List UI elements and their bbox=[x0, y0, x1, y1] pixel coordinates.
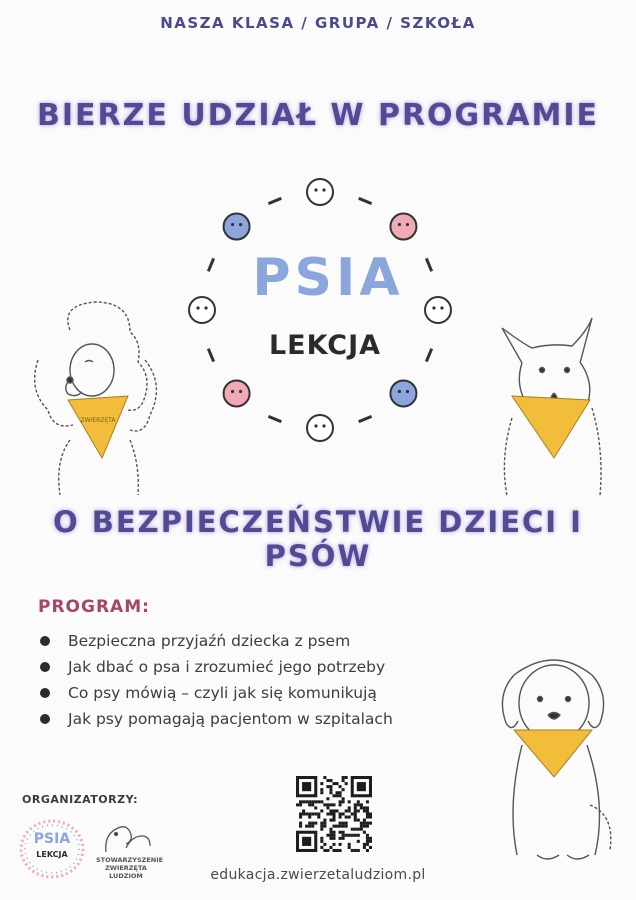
bone-icon bbox=[208, 349, 213, 362]
animal-head-icon bbox=[189, 297, 215, 323]
bone-icon bbox=[268, 198, 281, 203]
small-logo-psia-text: PSIA bbox=[33, 831, 71, 847]
organizers-title: ORGANIZATORZY: bbox=[22, 793, 139, 806]
website-url[interactable]: edukacja.zwierzetaludziom.pl bbox=[210, 867, 426, 883]
animal-head-icon bbox=[390, 214, 416, 240]
psia-lekcja-badge bbox=[175, 165, 465, 455]
bone-icon bbox=[426, 258, 431, 271]
bullet-icon bbox=[40, 688, 50, 698]
bone-icon bbox=[359, 198, 372, 203]
zwierzeta-ludziom-logo bbox=[100, 818, 152, 856]
qr-code[interactable] bbox=[296, 776, 372, 852]
poodle-illustration bbox=[30, 300, 170, 495]
class-group-school-line: NASZA KLASA / GRUPA / SZKOŁA bbox=[160, 14, 476, 32]
animal-head-icon bbox=[390, 380, 416, 406]
bullet-icon bbox=[40, 662, 50, 672]
animal-head-icon bbox=[307, 179, 333, 205]
headline-dog-child-safety: O BEZPIECZEŃSTWIE DZIECI I PSÓW bbox=[53, 505, 583, 573]
list-item: Jak psy pomagają pacjentom w szpitalach bbox=[38, 706, 393, 732]
zwierzeta-ludziom-text: STOWARZYSZENIE ZWIERZĘTA LUDZIOM bbox=[96, 856, 164, 880]
sitting-dog-illustration bbox=[492, 655, 620, 870]
bone-icon bbox=[359, 416, 372, 421]
bullet-icon bbox=[40, 714, 50, 724]
bone-icon bbox=[268, 416, 281, 421]
list-item: Co psy mówią – czyli jak się komunikują bbox=[38, 680, 393, 706]
list-item: Bezpieczna przyjaźń dziecka z psem bbox=[38, 628, 393, 654]
bone-icon bbox=[426, 349, 431, 362]
small-logo-lekcja-text: LEKCJA bbox=[36, 850, 68, 859]
logo-psia-text: PSIA bbox=[252, 248, 404, 308]
animal-head-icon bbox=[425, 297, 451, 323]
logo-lekcja-text: LEKCJA bbox=[268, 330, 382, 361]
program-list bbox=[38, 628, 393, 732]
list-item: Jak dbać o psa i zrozumieć jego potrzeby bbox=[38, 654, 393, 680]
animal-head-icon bbox=[307, 415, 333, 441]
husky-illustration bbox=[482, 308, 610, 498]
svg-text:ZWIERZĘTA: ZWIERZĘTA bbox=[80, 417, 116, 424]
animal-head-icon bbox=[224, 380, 250, 406]
headline-participates: BIERZE UDZIAŁ W PROGRAMIE bbox=[37, 98, 599, 133]
bullet-icon bbox=[40, 636, 50, 646]
animal-head-icon bbox=[224, 214, 250, 240]
bone-icon bbox=[208, 258, 213, 271]
program-title: PROGRAM: bbox=[38, 597, 150, 617]
animal-ring-illustration bbox=[189, 179, 451, 441]
